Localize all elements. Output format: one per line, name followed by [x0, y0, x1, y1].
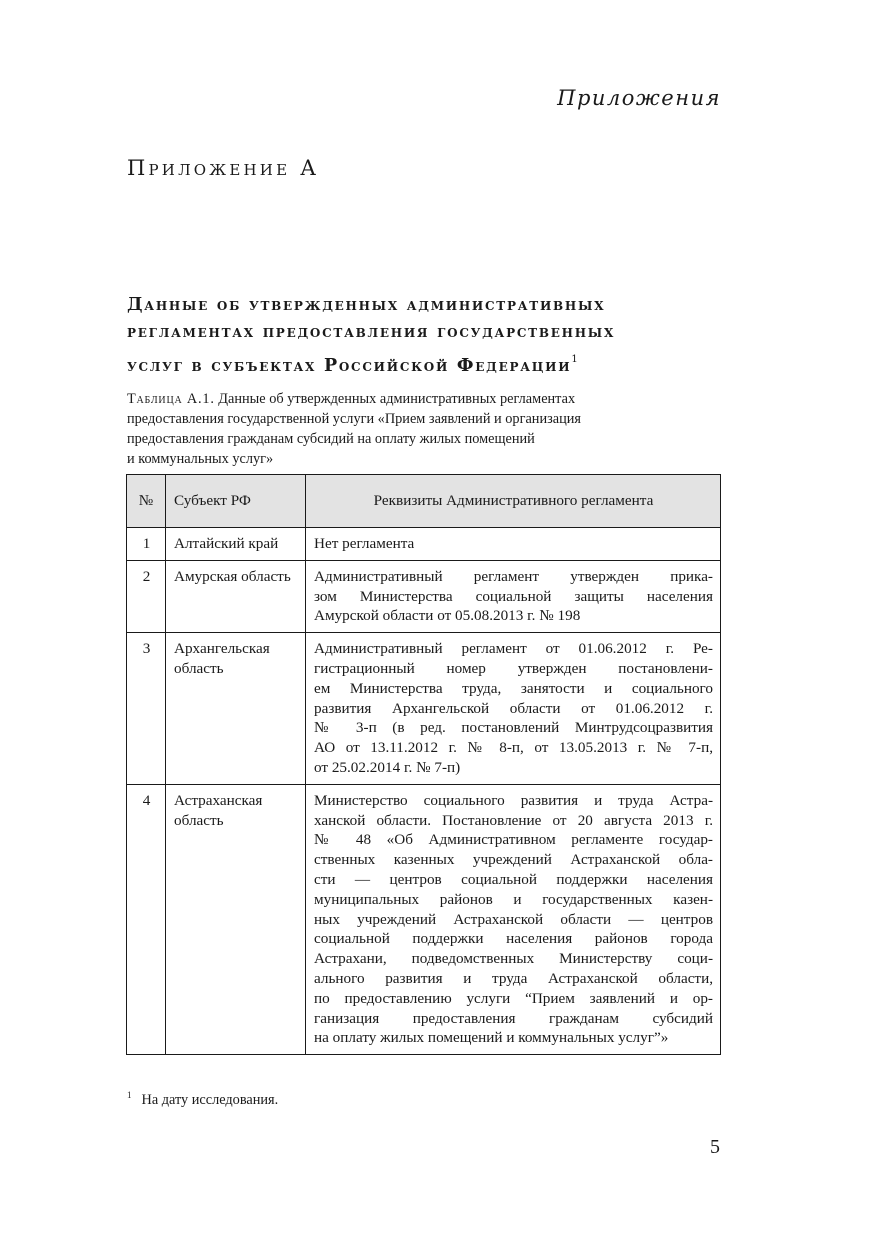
- running-head: Приложения: [557, 86, 721, 110]
- cell-number: 3: [127, 633, 166, 785]
- details-line: от 25.02.2014 г. № 7-п): [314, 758, 461, 776]
- details-line: Амурской области от 05.08.2013 г. № 198: [314, 607, 581, 625]
- cell-number: 1: [127, 528, 166, 561]
- footnote: [127, 1090, 278, 1109]
- details-line: АО от 13.11.2012 г. № 8-п, от 13.05.2013 г. № 7-п,: [314, 739, 713, 757]
- cell-subject: Алтайский край: [166, 528, 306, 561]
- details-line: развития Архангельской области от 01.06.2012 г.: [314, 699, 713, 717]
- details-line: Административный регламент от 01.06.2012 г. Ре-: [314, 640, 713, 658]
- table-header-row: [127, 475, 721, 528]
- cell-details: [306, 784, 721, 1054]
- caption-label: Таблица А.1.: [127, 391, 215, 407]
- cell-subject: Астраханская область: [166, 784, 306, 1054]
- caption-line: предоставления гражданам субсидий на оплату жилых помещений: [127, 431, 535, 447]
- details-line: ем Министерства труда, занятости и социального: [314, 679, 713, 697]
- details-line: ханской области. Постановление от 20 августа 2013 г.: [314, 811, 713, 829]
- details-line: ального развития и труда Астраханской области,: [314, 969, 713, 987]
- section-title-line: [127, 346, 727, 380]
- details-line: Министерство социального развития и труда Астра-: [314, 791, 713, 809]
- section-title-footnote-mark[interactable]: 1: [571, 354, 578, 365]
- details-line: на оплату жилых помещений и коммунальных услуг”»: [314, 1029, 669, 1047]
- header-subject: Субъект РФ: [166, 475, 306, 528]
- details-line: муниципальных районов и государственных казен-: [314, 890, 713, 908]
- cell-subject: Архангельская область: [166, 633, 306, 785]
- cell-number: 4: [127, 784, 166, 1054]
- details-line: гистрационный номер утвержден постановлени-: [314, 659, 713, 677]
- table-row: [127, 560, 721, 632]
- header-number: №: [127, 475, 166, 528]
- caption-line: предоставления государственной услуги «Прием заявлений и организация: [127, 411, 581, 427]
- section-title: [127, 292, 727, 380]
- header-details: Реквизиты Административного регламента: [306, 475, 721, 528]
- section-title-line: Данные об утвержденных административных: [127, 295, 606, 315]
- appendix-title: Приложение А: [127, 156, 320, 180]
- page-number: 5: [710, 1136, 720, 1158]
- section-title-text: услуг в субъектах Российской Федерации: [127, 356, 572, 376]
- cell-subject: Амурская область: [166, 560, 306, 632]
- details-line: Нет регламента: [314, 535, 415, 552]
- details-line: социальной поддержки населения районов города: [314, 930, 713, 948]
- footnote-mark: 1: [127, 1090, 132, 1100]
- caption-text: Данные об утвержденных административных регламентах: [218, 391, 576, 407]
- caption-line: [127, 389, 727, 409]
- table-row: [127, 784, 721, 1054]
- cell-details: [306, 633, 721, 785]
- details-line: ных учреждений Астраханской области — центров: [314, 910, 713, 928]
- details-line: зом Министерства социальной защиты населения: [314, 587, 713, 605]
- details-line: Астрахани, подведомственных Министерству соци-: [314, 950, 713, 968]
- cell-number: 2: [127, 560, 166, 632]
- details-line: № 3-п (в ред. постановлений Минтрудсоцразвития: [314, 719, 713, 737]
- cell-details: [306, 528, 721, 561]
- regulations-table: [126, 474, 721, 1055]
- caption-line: и коммунальных услуг»: [127, 451, 274, 467]
- table-row: [127, 633, 721, 785]
- section-title-line: регламентах предоставления государственных: [127, 322, 616, 342]
- details-line: сти — центров социальной поддержки населения: [314, 870, 713, 888]
- table-caption: [127, 389, 727, 469]
- cell-details: [306, 560, 721, 632]
- table-row: [127, 528, 721, 561]
- details-line: по предоставлению услуги “Прием заявлений и ор-: [314, 989, 713, 1007]
- details-line: № 48 «Об Административном регламенте государ-: [314, 831, 713, 849]
- footnote-text: На дату исследования.: [141, 1092, 279, 1108]
- details-line: ственных казенных учреждений Астраханской обла-: [314, 851, 713, 869]
- details-line: Административный регламент утвержден прика-: [314, 567, 713, 585]
- details-line: ганизация предоставления гражданам субсидий: [314, 1009, 713, 1027]
